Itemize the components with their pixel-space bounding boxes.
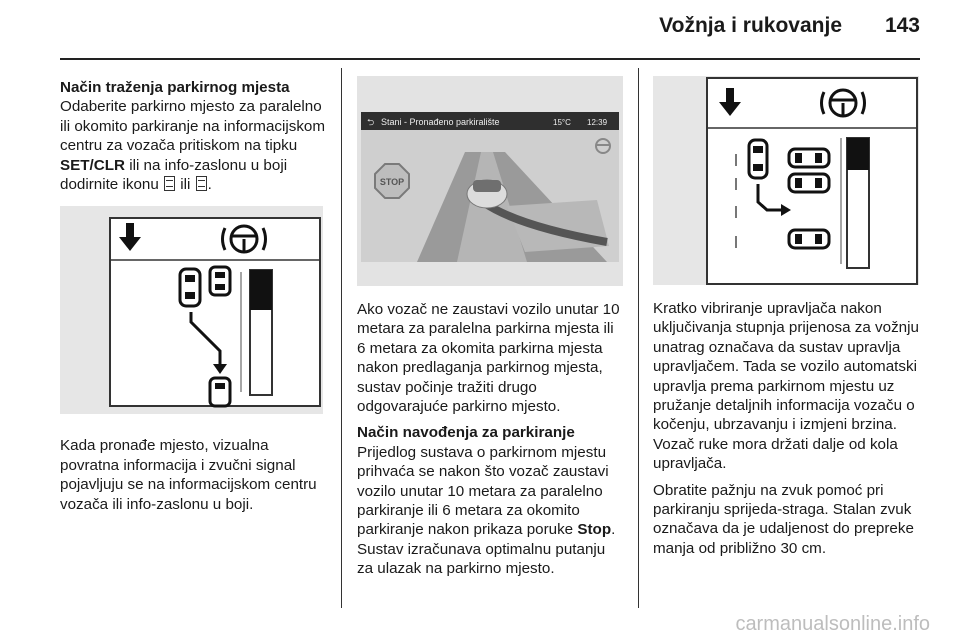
column-3 <box>653 78 925 565</box>
parking-search-illustration <box>60 206 323 414</box>
back-arrow-icon: ⮌ <box>367 117 375 127</box>
column-divider <box>341 68 342 608</box>
search-mode-paragraph <box>60 97 328 194</box>
column-2 <box>357 78 625 586</box>
distance-bar <box>847 138 869 268</box>
column-divider <box>638 68 639 608</box>
page-header <box>0 0 960 60</box>
paragraph-text: . <box>207 176 212 194</box>
perpendicular-parking-icon <box>196 176 207 191</box>
sound-paragraph: Obratite pažnju na zvuk pomoć pri parkiranju sprijeda-straga. Stalan zvuk označava da je udaljenost do prepreke manja od približno 30 cm. <box>653 481 914 557</box>
parking-guidance-illustration <box>653 76 919 285</box>
paragraph-text: . Sustav izračunava optimalnu putanju za ulazak na parkirno mjesto. <box>357 521 616 578</box>
column-1 <box>60 78 328 521</box>
guidance-mode-heading: Način navođenja za parkiranje <box>357 424 575 442</box>
paragraph-text: Prijedlog sustava o parkirnom mjestu prihvaća se nakon što vozač zaustavi vozilo unutar 10 metara za paralelno parkiranje ili 6 metara za okomito parkiranje nakon prikaza poruke <box>357 443 609 539</box>
set-clr-key: SET/CLR <box>60 156 125 174</box>
stop-message: Stop <box>577 521 612 539</box>
watermark: carmanualsonline.info <box>735 613 930 635</box>
search-mode-heading: Način traženja parkirnog mjesta <box>60 79 290 96</box>
section-title: Vožnja i rukovanje <box>659 14 842 37</box>
found-space-paragraph: Kada pronađe mjesto, vizualna povratna informacija i zvučni signal pojavljuju se na informacijskom centru vozača ili info-zaslonu u boji. <box>60 437 317 513</box>
stop-sign-icon <box>375 164 409 198</box>
screen-temperature: 15°C <box>553 118 571 127</box>
no-stop-paragraph: Ako vozač ne zaustavi vozilo unutar 10 metara za paralelna parkirna mjesta ili 6 metara za okomita parkirna mjesta nakon predlaganja parkirnog mjesta, sustav počinje tražiti drugo odgovarajuće parkirno mjesto. <box>357 301 620 416</box>
header-rule <box>60 58 920 60</box>
parallel-parking-icon <box>164 176 175 191</box>
paragraph-text: ili na info-zaslonu u boji dodirnite ikonu <box>60 156 288 194</box>
guidance-mode-paragraph <box>357 443 625 579</box>
distance-bar <box>250 270 272 395</box>
screen-time: 12:39 <box>587 118 608 127</box>
paragraph-text: ili <box>176 176 195 194</box>
steering-paragraph: Kratko vibriranje upravljača nakon uključivanja stupnja prijenosa za vožnju unatrag označava da sustav upravlja upravljačem. Tada se vozilo automatski upravlja prema parkirnom mjestu uz pružanje detaljnih informacija vozaču o kočenju, ubrzavanju i izmjeni brzina. Vozač ruke mora držati dalje od kola upravljača. <box>653 300 919 473</box>
stop-sign-label: STOP <box>379 177 405 187</box>
paragraph-text: Odaberite parkirno mjesto za paralelno ili okomito parkiranje na informacijskom centru za vozača pritiskom na tipku <box>60 98 326 155</box>
page-number: 143 <box>884 14 920 37</box>
screen-title: Stani - Pronađeno parkiralište <box>381 117 500 127</box>
info-display-illustration <box>357 76 623 286</box>
car-icon <box>467 180 507 208</box>
